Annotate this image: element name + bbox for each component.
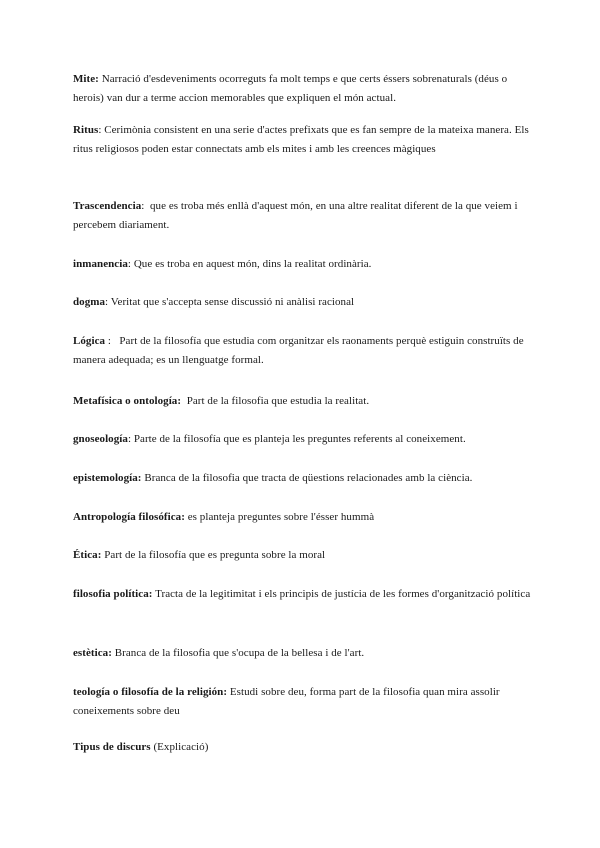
- term: gnoseología: [73, 433, 128, 445]
- term: Trascendencia: [73, 200, 142, 212]
- definition: Estudi sobre deu, forma part de la filosofia quan mira assolir coneixements sobre deu: [73, 686, 500, 717]
- term: epistemología:: [73, 472, 142, 484]
- separator: :: [141, 200, 150, 212]
- definition: que es troba més enllà d'aquest món, en una altre realitat diferent de la que veiem i percebem diariament.: [73, 200, 518, 231]
- entry-ritus: [73, 121, 533, 159]
- definition: Part de la filosofia que estudia la realitat.: [186, 395, 370, 407]
- definition: Part de la filosofía que es pregunta sobre la moral: [104, 549, 326, 561]
- definition: Branca de la filosofia que s'ocupa de la bellesa i de l'art.: [114, 647, 365, 659]
- separator: :: [127, 433, 134, 445]
- term: Ética:: [73, 549, 102, 561]
- term: dogma: [73, 296, 106, 308]
- term: Antropología filosófica:: [73, 511, 185, 523]
- separator: :: [98, 124, 105, 136]
- term: filosofia política:: [73, 588, 153, 600]
- term: teología o filosofía de la religión:: [73, 686, 228, 698]
- entry-trascendencia: [73, 197, 533, 235]
- entry-antropologia: [73, 508, 533, 527]
- separator: :: [127, 258, 134, 270]
- definition: (Explicació): [153, 741, 209, 753]
- definition: Branca de la filosofia que tracta de qüestions relacionades amb la ciència.: [144, 472, 473, 484]
- definition: Que es troba en aquest món, dins la realitat ordinària.: [133, 258, 372, 270]
- term: inmanencia: [73, 258, 128, 270]
- entry-gnoseologia: [73, 430, 533, 449]
- term: Mite:: [73, 73, 99, 85]
- entry-tipus-de-discurs: [73, 738, 533, 757]
- entry-inmanencia: [73, 255, 533, 274]
- entry-teologia: [73, 683, 533, 721]
- definition: Narració d'esdeveniments ocorreguts fa molt temps e que certs éssers sobrenaturals (déus o herois) van dur a terme accion memorables que expliquen el món actual.: [73, 73, 508, 104]
- entry-logica: [73, 332, 533, 370]
- definition: es planteja preguntes sobre l'ésser hummà: [187, 511, 375, 523]
- term: Ritus: [73, 124, 99, 136]
- entry-metafisica: [73, 392, 533, 411]
- entry-etica: [73, 546, 533, 565]
- definition: Part de la filosofía que estudia com organitzar els raonaments perquè estiguin construïts de manera adequada; es un llenguatge formal.: [73, 335, 524, 366]
- definition: Parte de la filosofía que es planteja les preguntes referents al coneixement.: [133, 433, 466, 445]
- term: Lógica: [73, 335, 106, 347]
- term: Metafísica o ontología:: [73, 395, 182, 407]
- entry-filosofia-politica: [73, 585, 533, 604]
- term: estètica:: [73, 647, 112, 659]
- definition: Veritat que s'accepta sense discussió ni anàlisi racional: [110, 296, 355, 308]
- entry-estetica: [73, 644, 533, 663]
- definition: Tracta de la legitimitat i els principis de justícia de les formes d'organització política: [155, 588, 531, 600]
- term: Tipus de discurs: [73, 741, 151, 753]
- separator: :: [105, 296, 111, 308]
- entry-dogma: [73, 293, 533, 312]
- entry-epistemologia: [73, 469, 533, 488]
- entry-mite: [73, 70, 533, 108]
- definition: Cerimònia consistent en una serie d'actes prefixats que es fan sempre de la mateixa manera. Els ritus religiosos poden estar connectats amb els mites i amb les creences màgiques: [73, 124, 529, 155]
- separator: :: [105, 335, 120, 347]
